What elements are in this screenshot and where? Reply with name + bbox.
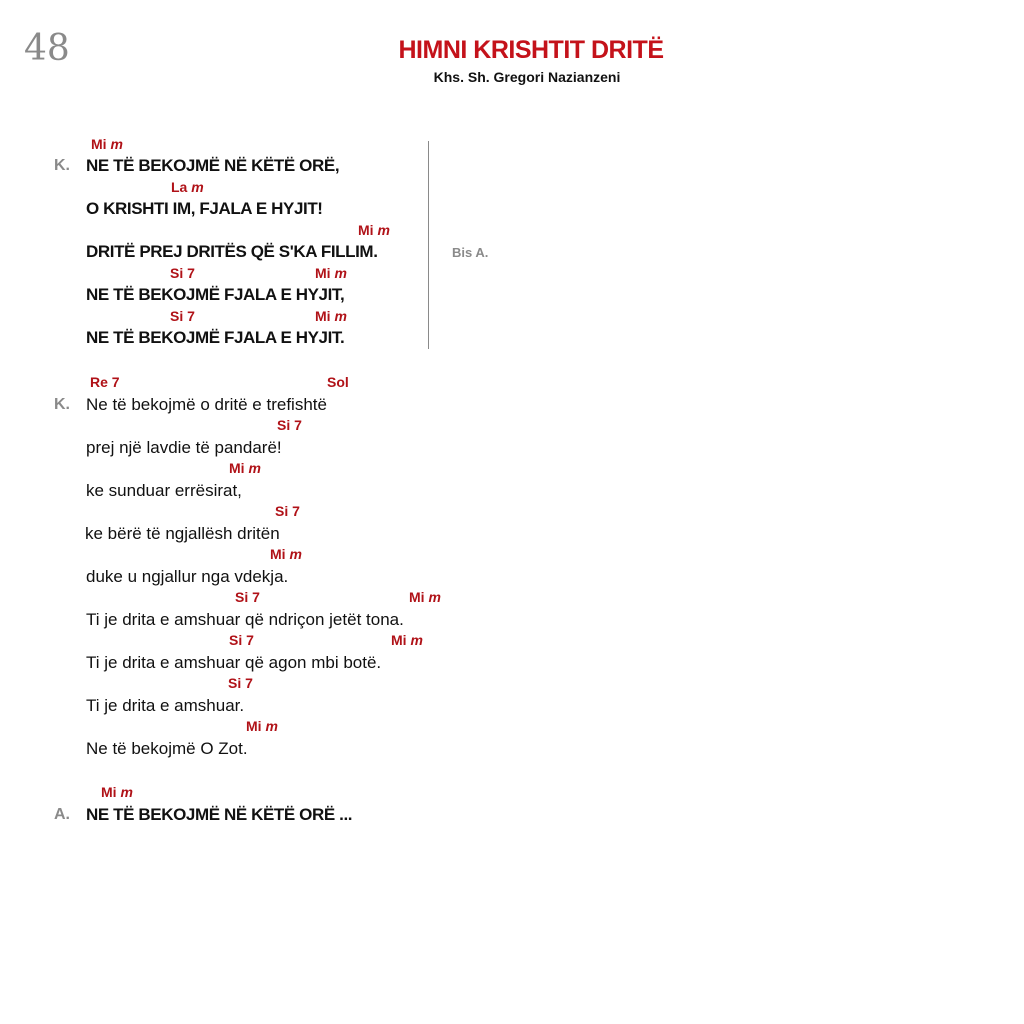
chord-mi-minor: Mi m (391, 632, 423, 648)
chord-mi-minor: Mi m (358, 222, 390, 238)
verse2-line-5: duke u ngjallur nga vdekja. (86, 567, 289, 586)
page-number: 48 (24, 28, 70, 69)
chord-si7: Si 7 (277, 417, 302, 433)
verse1-line-5: NE TË BEKOJMË FJALA E HYJIT. (86, 328, 345, 347)
bis-label: Bis A. (452, 245, 489, 260)
chord-si7: Si 7 (235, 589, 260, 605)
role-label-k: K. (54, 396, 70, 413)
verse2-line-7: Ti je drita e amshuar që agon mbi botë. (86, 653, 382, 672)
final-refrain-line: NE TË BEKOJMË NË KËTË ORË ... (86, 805, 353, 824)
chord-si7: Si 7 (275, 503, 300, 519)
verse2-line-9: Ne të bekojmë O Zot. (86, 739, 248, 758)
chord-mi-minor: Mi m (101, 784, 133, 800)
chord-re7: Re 7 (90, 374, 120, 390)
chord-si7: Si 7 (170, 265, 195, 281)
role-label-k: K. (54, 157, 70, 174)
verse2-line-4: ke bërë të ngjallësh dritën (85, 524, 280, 543)
bis-bracket-line (428, 141, 429, 349)
verse2-line-8: Ti je drita e amshuar. (86, 696, 245, 715)
verse1-line-2: O KRISHTI IM, FJALA E HYJIT! (86, 199, 323, 218)
chord-mi-minor: Mi m (270, 546, 302, 562)
chord-mi-minor: Mi m (315, 308, 347, 324)
chord-si7: Si 7 (228, 675, 253, 691)
verse2-line-3: ke sunduar errësirat, (86, 481, 242, 500)
chord-mi-minor: Mi m (409, 589, 441, 605)
chord-la-minor: La m (171, 179, 204, 195)
role-label-a: A. (54, 806, 70, 823)
verse1-line-1: NE TË BEKOJMË NË KËTË ORË, (86, 156, 340, 175)
chord-si7: Si 7 (170, 308, 195, 324)
chord-sol: Sol (327, 374, 349, 390)
verse1-line-4: NE TË BEKOJMË FJALA E HYJIT, (86, 285, 345, 304)
verse2-line-2: prej një lavdie të pandarë! (86, 438, 282, 457)
hymn-title: HIMNI KRISHTIT DRITË (398, 36, 664, 64)
verse2-line-1: Ne të bekojmë o dritë e trefishtë (86, 395, 327, 414)
hymn-author: Khs. Sh. Gregori Nazianzeni (433, 69, 621, 85)
verse2-line-6: Ti je drita e amshuar që ndriçon jetët tona. (86, 610, 404, 629)
verse1-line-3: DRITË PREJ DRITËS QË S'KA FILLIM. (86, 242, 378, 261)
chord-mi-minor: Mi m (91, 136, 123, 152)
chord-mi-minor: Mi m (229, 460, 261, 476)
chord-si7: Si 7 (229, 632, 254, 648)
chord-mi-minor: Mi m (315, 265, 347, 281)
chord-mi-minor: Mi m (246, 718, 278, 734)
